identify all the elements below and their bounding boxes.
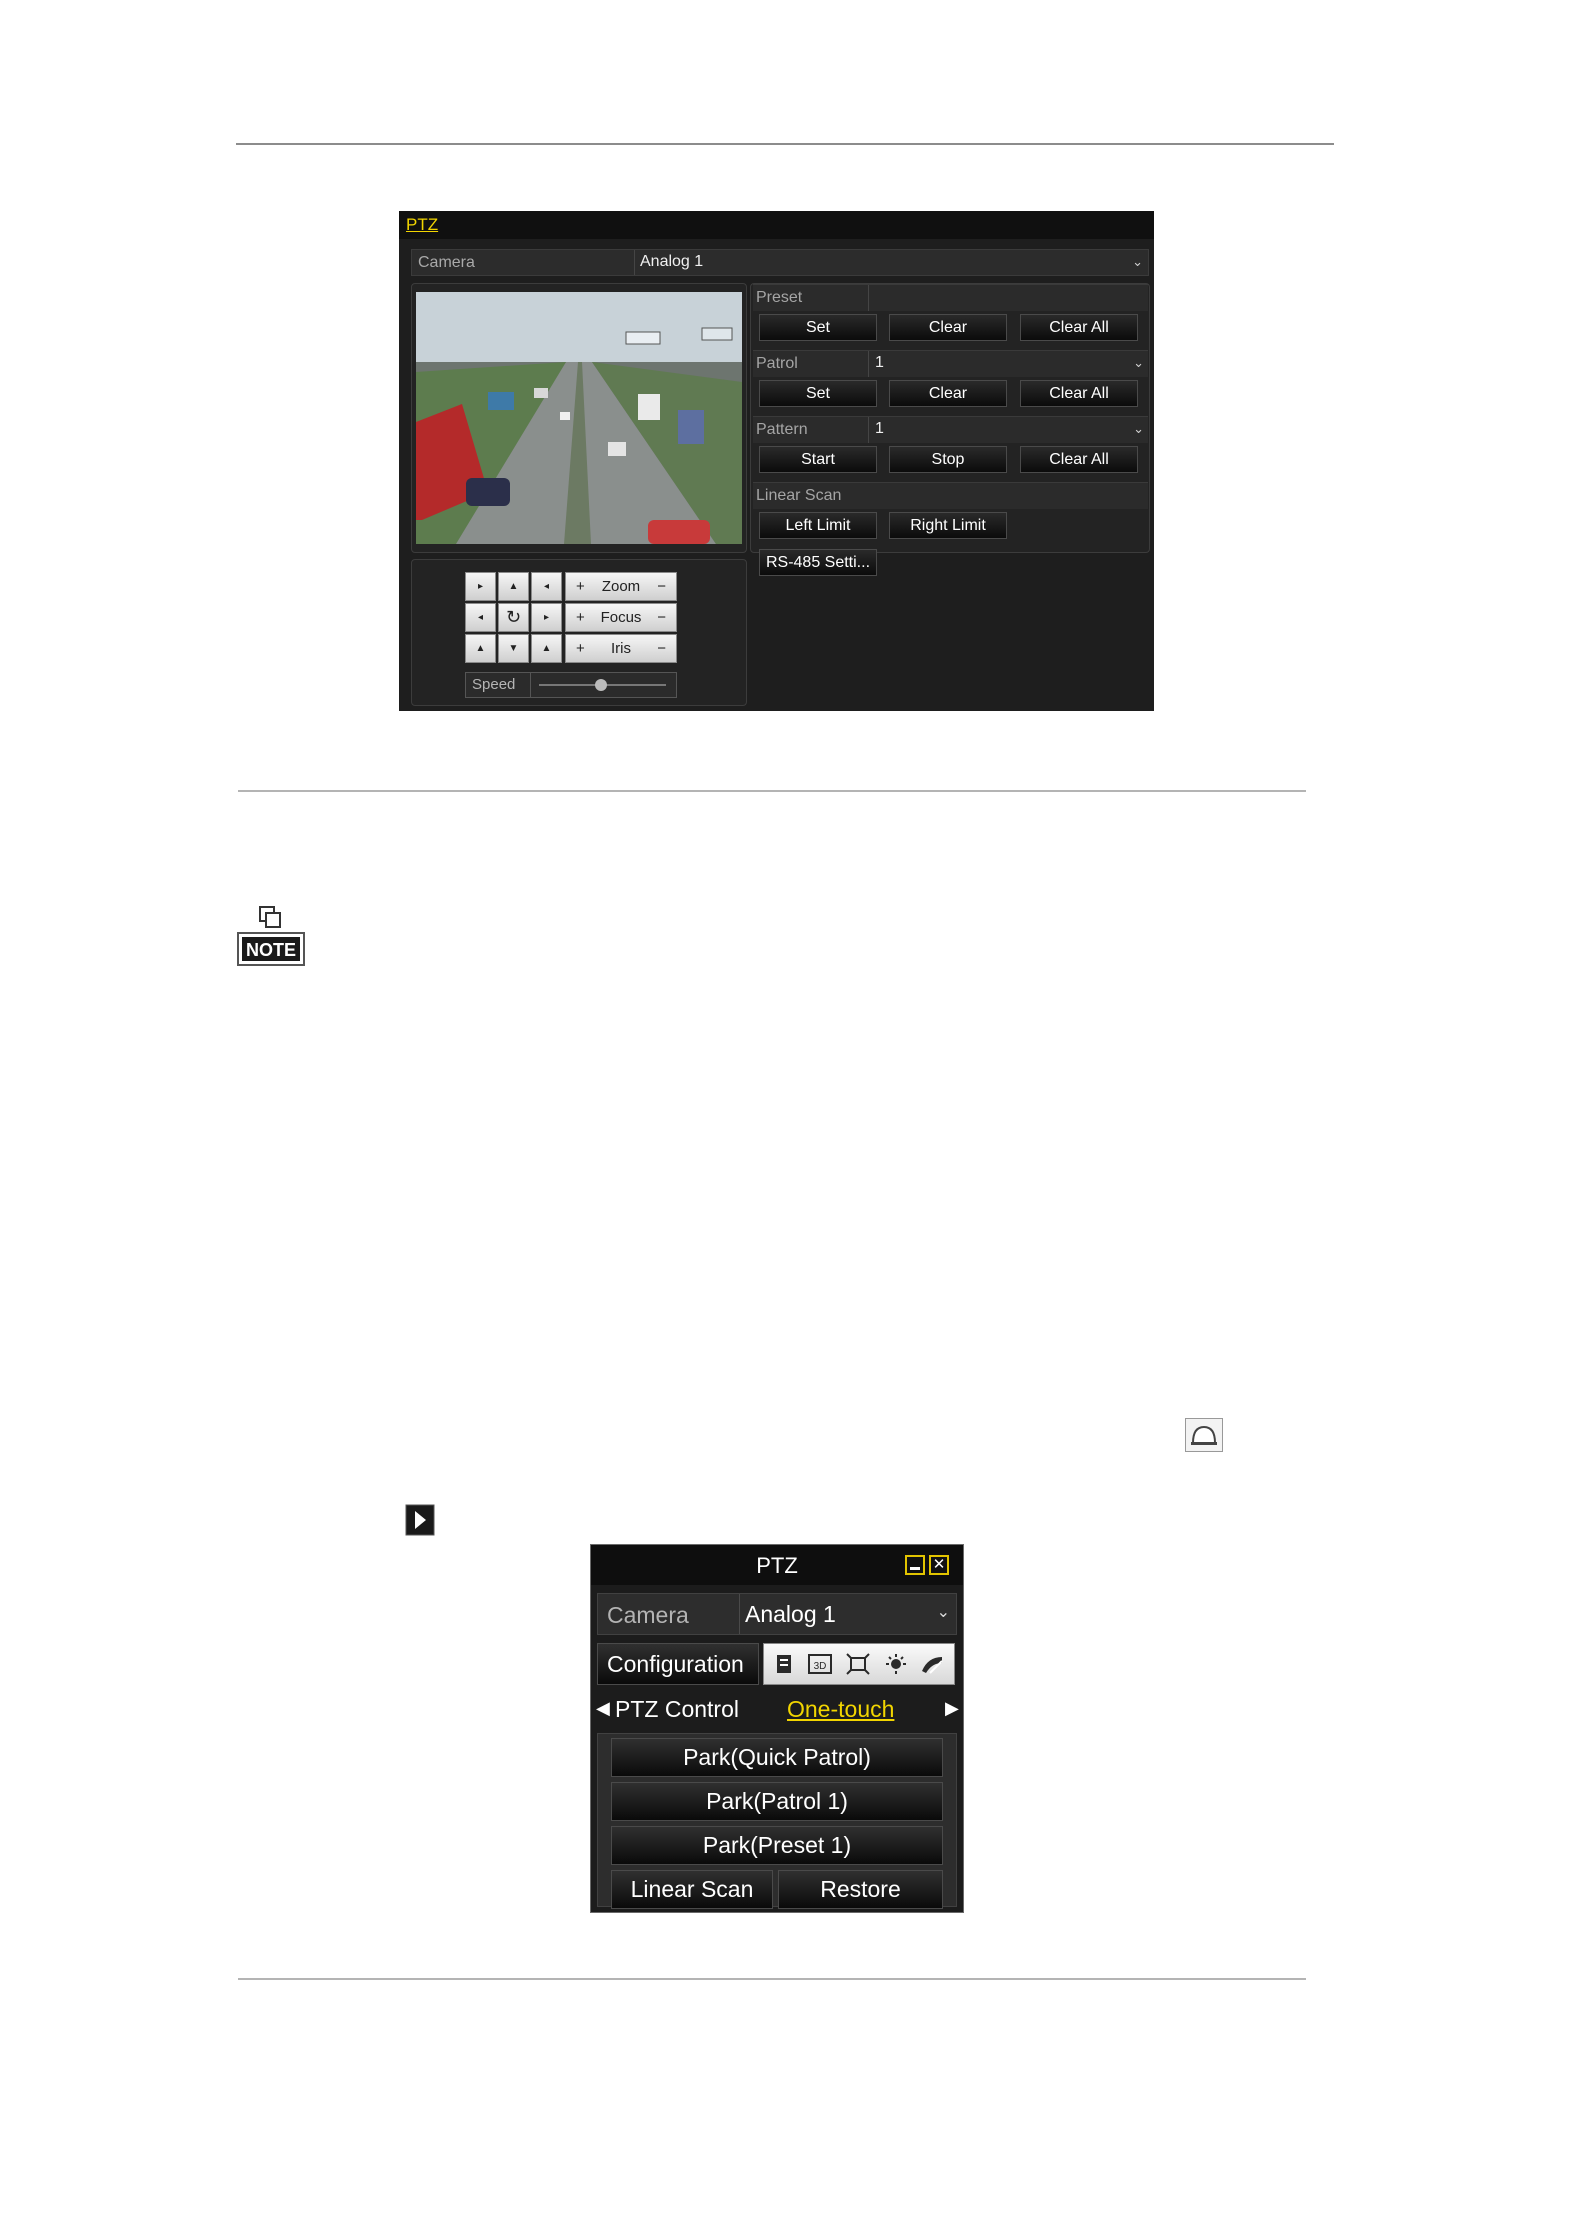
left-limit-button[interactable]: Left Limit <box>759 512 877 539</box>
menu-icon[interactable] <box>772 1653 796 1675</box>
chevron-down-icon: ⌄ <box>1132 254 1143 269</box>
preset-label: Preset <box>756 289 803 306</box>
pattern-label: Pattern <box>756 421 808 438</box>
preset-row <box>753 284 1148 311</box>
pan-left-button[interactable]: ◂ <box>465 603 496 632</box>
close-icon: ✕ <box>932 1556 946 1573</box>
ptz-window-title[interactable]: PTZ <box>406 215 439 234</box>
refresh-icon: ↻ <box>505 607 522 627</box>
patrol-set-button[interactable]: Set <box>759 380 877 407</box>
minimize-icon <box>910 1567 920 1570</box>
footer-rule <box>238 1978 1306 1980</box>
tab-ptz-control[interactable]: PTZ Control <box>615 1696 739 1722</box>
ptz-tool-icons <box>763 1643 955 1685</box>
patrol-select[interactable] <box>868 351 1148 377</box>
pan-down-button[interactable]: ▼ <box>498 634 529 663</box>
chevron-down-icon: ⌄ <box>1133 421 1144 436</box>
patrol-row <box>753 350 1148 377</box>
dome-camera-icon <box>1185 1418 1223 1452</box>
pattern-start-button[interactable]: Start <box>759 446 877 473</box>
park-patrol-button[interactable]: Park(Patrol 1) <box>611 1782 943 1821</box>
speed-slider[interactable] <box>530 673 670 697</box>
menu-camera-label: Camera <box>607 1602 689 1628</box>
preset-clear-button[interactable]: Clear <box>889 314 1007 341</box>
ptz-window-titlebar <box>399 211 1154 239</box>
zoom-in-button[interactable]: + <box>576 578 585 595</box>
patrol-label: Patrol <box>756 355 798 372</box>
patrol-clear-button[interactable]: Clear <box>889 380 1007 407</box>
tab-prev-arrow-icon[interactable]: ◀ <box>596 1698 610 1718</box>
light-icon[interactable] <box>884 1653 908 1675</box>
wiper-icon[interactable] <box>920 1653 944 1675</box>
pattern-value: 1 <box>875 420 884 437</box>
pattern-row <box>753 416 1148 443</box>
patrol-clear-all-button[interactable]: Clear All <box>1020 380 1138 407</box>
camera-label: Camera <box>418 254 475 271</box>
iris-control <box>565 634 677 663</box>
park-preset-button[interactable]: Park(Preset 1) <box>611 1826 943 1865</box>
auto-scan-button[interactable] <box>498 603 529 632</box>
ptz-menu-title: PTZ <box>756 1553 798 1578</box>
live-view-panel <box>411 283 747 553</box>
camera-row <box>411 249 1149 276</box>
pan-down-left-button[interactable]: ▲ <box>465 634 496 663</box>
pan-right-button[interactable]: ▸ <box>531 603 562 632</box>
pattern-select[interactable] <box>868 417 1148 443</box>
speed-slider-handle[interactable] <box>595 679 607 691</box>
pan-up-left-button[interactable]: ▸ <box>465 572 496 601</box>
pan-up-right-button[interactable]: ◂ <box>531 572 562 601</box>
menu-tab-bar <box>591 1690 963 1730</box>
3d-icon-text: 3D <box>813 1661 827 1672</box>
linear-scan-label: Linear Scan <box>756 487 842 504</box>
live-view-image <box>416 292 742 544</box>
ptz-control-panel <box>411 559 747 706</box>
note-icon <box>236 905 308 969</box>
configuration-button[interactable]: Configuration <box>597 1643 759 1685</box>
linear-scan-button[interactable]: Linear Scan <box>611 1870 773 1909</box>
pan-down-right-button[interactable]: ▲ <box>531 634 562 663</box>
menu-camera-value: Analog 1 <box>745 1601 836 1627</box>
preset-select[interactable] <box>868 285 1148 311</box>
3d-icon[interactable] <box>808 1653 832 1675</box>
zoom-out-button[interactable]: − <box>657 578 666 595</box>
rs485-settings-button[interactable]: RS-485 Setti... <box>759 549 877 576</box>
chevron-down-icon: ⌄ <box>936 1604 950 1621</box>
focus-out-button[interactable]: − <box>657 609 666 626</box>
zoom-area-icon[interactable] <box>846 1653 870 1675</box>
zoom-label: Zoom <box>601 578 641 595</box>
speed-row <box>465 672 677 698</box>
speed-label: Speed <box>472 676 516 693</box>
focus-in-button[interactable]: + <box>576 609 585 626</box>
restore-button[interactable]: Restore <box>778 1870 943 1909</box>
park-quick-patrol-button[interactable]: Park(Quick Patrol) <box>611 1738 943 1777</box>
pan-up-button[interactable]: ▲ <box>498 572 529 601</box>
camera-select[interactable] <box>634 250 1148 275</box>
note-icon-text: NOTE <box>245 940 297 960</box>
tab-one-touch[interactable]: One-touch <box>787 1696 895 1722</box>
menu-camera-select[interactable] <box>739 1594 956 1634</box>
linear-scan-row <box>753 482 1148 509</box>
ptz-menu-window <box>590 1544 964 1913</box>
pattern-stop-button[interactable]: Stop <box>889 446 1007 473</box>
ptz-settings-window <box>399 211 1154 711</box>
pattern-clear-all-button[interactable]: Clear All <box>1020 446 1138 473</box>
tab-next-arrow-icon[interactable]: ▶ <box>945 1698 959 1718</box>
focus-control <box>565 603 677 632</box>
patrol-value: 1 <box>875 354 884 371</box>
expand-arrow-icon <box>405 1504 435 1536</box>
header-rule <box>236 143 1334 145</box>
chevron-down-icon: ⌄ <box>1133 355 1144 370</box>
ptz-menu-titlebar <box>591 1545 963 1585</box>
camera-select-value: Analog 1 <box>640 253 704 270</box>
iris-open-button[interactable]: + <box>576 640 585 657</box>
close-button[interactable] <box>929 1555 949 1575</box>
right-limit-button[interactable]: Right Limit <box>889 512 1007 539</box>
minimize-button[interactable] <box>905 1555 925 1575</box>
section-rule <box>238 790 1306 792</box>
preset-clear-all-button[interactable]: Clear All <box>1020 314 1138 341</box>
focus-label: Focus <box>600 609 642 626</box>
iris-label: Iris <box>611 640 631 657</box>
preset-set-button[interactable]: Set <box>759 314 877 341</box>
menu-camera-row <box>597 1593 957 1635</box>
zoom-control <box>565 572 677 601</box>
iris-close-button[interactable]: − <box>657 640 666 657</box>
